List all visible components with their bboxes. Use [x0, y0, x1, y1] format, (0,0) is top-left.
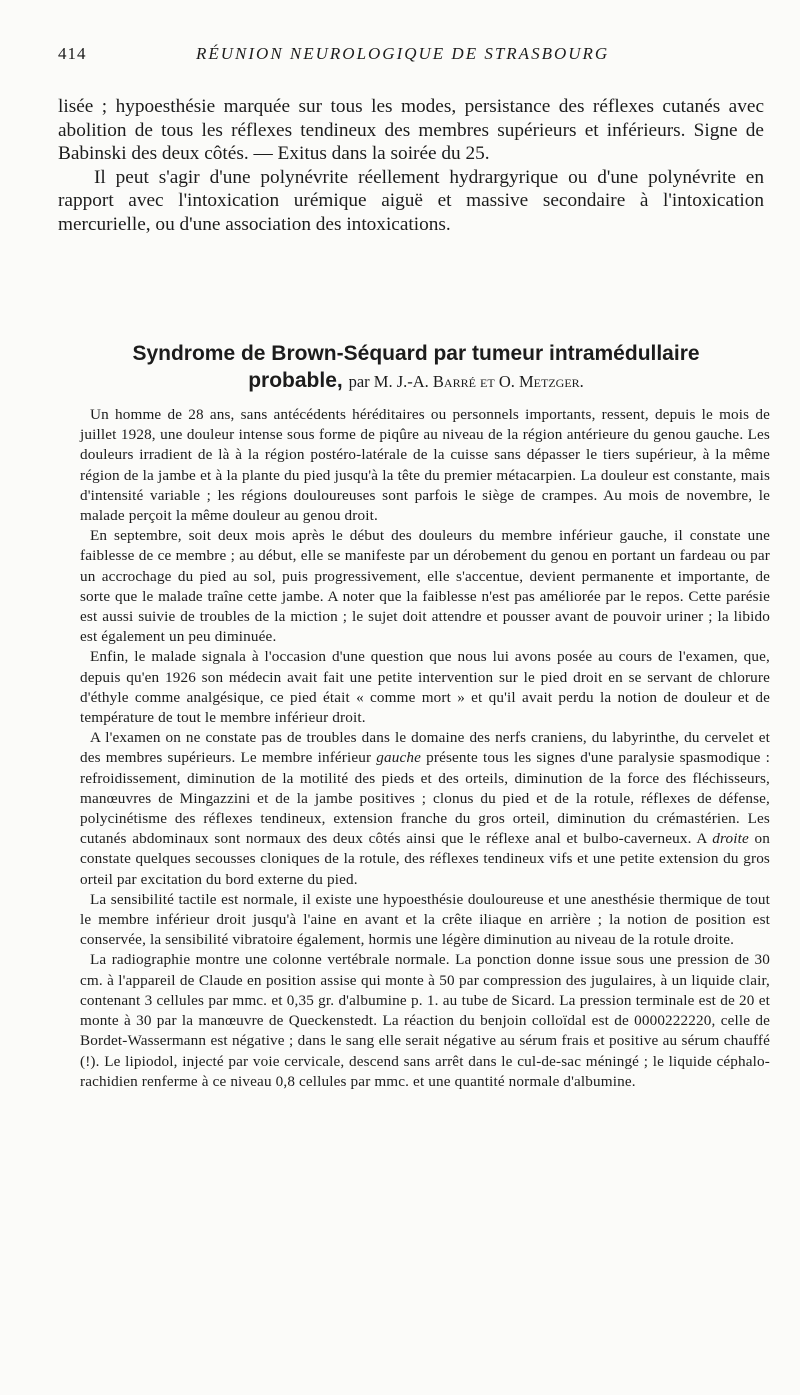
continued-text: [58, 95, 764, 236]
article-title-cont: probable,: [248, 369, 343, 392]
continued-paragraph: lisée ; hypoesthésie marquée sur tous les modes, persistance des réflexes cutanés avec abolition de tous les réflexes tendineux des membres supérieurs et inférieurs. Signe de Babinski des deux côtés. — Exitus dans la soirée du 25.: [58, 96, 764, 164]
emphasis-droite: droite: [712, 830, 749, 848]
journal-title: RÉUNION NEUROLOGIQUE DE STRASBOURG: [196, 44, 610, 63]
page-number: 414: [58, 44, 87, 63]
paragraph-radiography: La radiographie montre une colonne vertébrale normale. La ponction donne issue sous une pression de 30 cm. à l'appareil de Claude en position assise qui monte à 50 par compression des jugulaires, à un liquide clair, contenant 3 cellules par mmc. et 0,35 gr. d'albumine p. 1. au tube de Sicard. La pression terminale est de 20 et monte à 30 par la manœuvre de Queckenstedt. La réaction du benjoin colloïdal est de 0000222220, celle de Bordet-Wassermann est négative ; dans le sang elle serait négative au sérum frais et positive au sérum chauffé (!). Le lipiodol, injecté par voie cervicale, descend sans arrêt dans le cul-de-sac méningé ; le liquide céphalo-rachidien renferme à ce niveau 0,8 cellules par mmc. et une quantité normale d'albumine.: [80, 951, 770, 1090]
conclusion-paragraph: Il peut s'agir d'une polynévrite réellement hydrargyrique ou d'une polynévrite en rapport avec l'intoxication urémique aiguë et massive secondaire à l'intoxication mercurielle, ou d'une association des intoxications.: [58, 166, 764, 235]
article-heading: [58, 340, 774, 395]
paragraph-history: Un homme de 28 ans, sans antécédents héréditaires ou personnels importants, ressent, depuis le mois de juillet 1928, une douleur intense sous forme de piqûre au niveau de la région antérieure du genou gauche. Les douleurs irradient de là à la région postéro-latérale de la cuisse sans dépasser le tiers supérieur, à la même région de la jambe et à la plante du pied jusqu'à la tête du premier métacarpien. La douleur est constante, mais d'intensité variable ; les régions douloureuses sont parfois le siège de crampes. Au mois de novembre, le malade perçoit la même douleur au genou droit.: [80, 406, 770, 525]
byline-prefix: par: [348, 372, 370, 391]
article-title: Syndrome de Brown-Séquard par tumeur intramédullaire: [132, 342, 700, 365]
paragraph-examination: A l'examen on ne constate pas de troubles dans le domaine des nerfs craniens, du labyrinthe, du cervelet et des membres supérieurs. Le membre inférieur gauche présente tous les signes d'une paralysie spasmodique : refroidissement, diminution de la motilité des pieds et des orteils, diminution de la force des fléchisseurs, manœuvres de Mingazzini et de la jambe positives ; clonus du pied et de la rotule, réflexes de défense, polycinétisme des réflexes tendineux, extension franche du gros orteil, diminution du crémastérien. Les cutanés abdominaux sont normaux des deux côtés ainsi que le réflexe anal et bulbo-caverneux. A droite on constate quelques secousses cloniques de la rotule, des réflexes tendineux vifs et une petite extension du gros orteil par excitation du bord externe du pied.: [80, 729, 770, 888]
paragraph-anesthesia: Enfin, le malade signala à l'occasion d'une question que nous lui avons posée au cours de l'examen, que, depuis qu'en 1926 son médecin avait fait une petite intervention sur le pied droit en se servant de chlorure d'éthyle comme analgésique, ce pied était « comme mort » et qu'il avait perdu la notion de douleur et de température de tout le membre inférieur droit.: [80, 648, 770, 727]
article-authors: M. J.-A. Barré et O. Metzger.: [373, 372, 584, 391]
paragraph-sensibility: La sensibilité tactile est normale, il existe une hypoesthésie douloureuse et une anesthésie thermique de tout le membre inférieur droit jusqu'à l'aine en avant et la crête iliaque en arrière ; la notion de position est conservée, la sensibilité vibratoire également, hormis une légère diminution au niveau de la rotule droite.: [80, 890, 770, 949]
article-body: [80, 405, 770, 1092]
emphasis-gauche: gauche: [376, 749, 422, 767]
paragraph-weakness: En septembre, soit deux mois après le début des douleurs du membre inférieur gauche, il constate une faiblesse de ce membre ; au début, elle se manifeste par un dérobement du genou en portant un fardeau ou par un accrochage du pied au sol, puis progressivement, elle s'accentue, devient permanente et importante, de sorte que le malade traîne cette jambe. A noter que la faiblesse n'est pas améliorée par le repos. Cette parésie est aussi suivie de troubles de la miction ; le sujet doit attendre et pousser avant de pouvoir uriner ; la libido est également un peu diminuée.: [80, 527, 770, 646]
